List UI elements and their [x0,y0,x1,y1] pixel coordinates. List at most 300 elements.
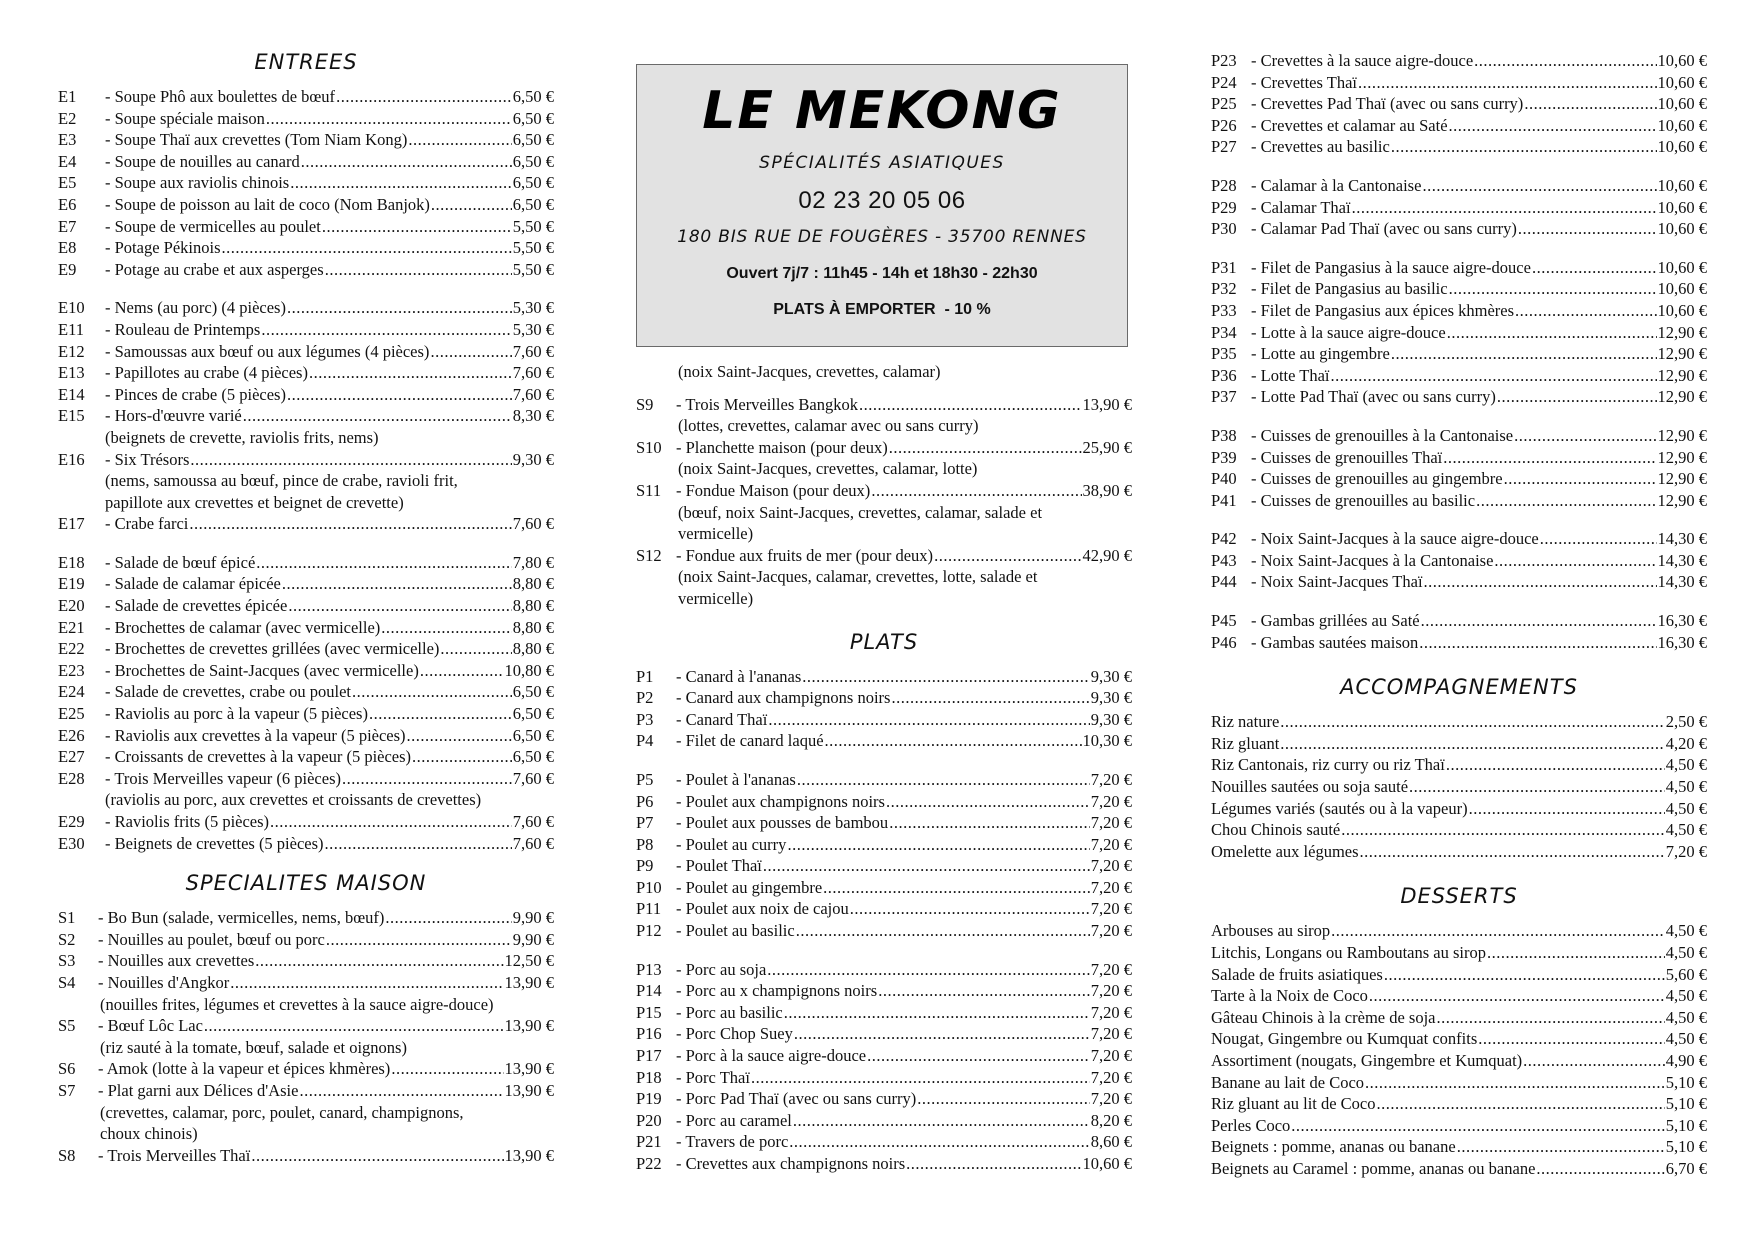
menu-item-row [58,573,554,595]
menu-item-price: 7,20 € [1090,877,1132,897]
menu-item-name: Beignets : pomme, ananas ou banane [1211,1137,1456,1157]
specialites-continued-list [636,361,1132,610]
menu-group [1211,425,1707,511]
menu-group [636,959,1132,1175]
menu-item-code: P5 [636,769,654,789]
menu-item-row [636,980,1132,1002]
menu-item-price: 10,60 € [1657,197,1707,217]
dot-leader [906,1153,1081,1175]
menu-item [636,730,1132,752]
menu-item-name: - Noix Saint-Jacques Thaï [1251,572,1423,592]
dot-leader [763,855,1090,877]
menu-item [1211,343,1707,365]
dot-leader [1424,571,1657,593]
menu-item-name: - Salade de crevettes, crabe ou poulet [105,682,352,702]
dot-leader [859,394,1082,416]
menu-item [1211,468,1707,490]
menu-item-price: 7,20 € [1090,959,1132,979]
dot-leader [381,617,511,639]
menu-item-code: E19 [58,574,85,594]
menu-item-row [58,513,554,535]
menu-item-row [636,1153,1132,1175]
menu-item-name: Tarte à la Noix de Coco [1211,986,1368,1006]
menu-item-row [636,1045,1132,1067]
menu-item [58,384,554,406]
menu-item [58,362,554,384]
menu-item-row [58,638,554,660]
menu-item-code: S12 [636,545,662,565]
menu-item-name: - Hors-d'œuvre varié [105,406,242,426]
menu-item-row [1211,1136,1707,1158]
menu-group [58,552,554,854]
menu-item-price: 7,20 € [1090,1024,1132,1044]
menu-item-code: E16 [58,449,85,469]
dot-leader [1469,798,1665,820]
menu-item-price: 4,50 € [1665,986,1707,1006]
dot-leader [1331,365,1657,387]
menu-item-row [58,194,554,216]
menu-item-name: - Noix Saint-Jacques à la sauce aigre-douce [1251,529,1539,549]
menu-item-name: - Brochettes de Saint-Jacques (avec vermicelle) [105,660,419,680]
dot-leader [1391,343,1657,365]
dot-leader [408,129,511,151]
dot-leader [1523,1050,1665,1072]
menu-item-name: Beignets au Caramel : pomme, ananas ou banane [1211,1158,1536,1178]
menu-item-price: 10,60 € [1657,72,1707,92]
menu-item [1211,1136,1707,1158]
menu-item-name: - Porc Thaï [676,1067,750,1087]
menu-item [1211,798,1707,820]
desserts-list [1211,920,1707,1179]
menu-item [58,172,554,194]
menu-item [58,552,554,574]
menu-item-name: - Raviolis au porc à la vapeur (5 pièces) [105,704,368,724]
menu-item-name: Gâteau Chinois à la crème de soja [1211,1007,1436,1027]
menu-item-description: (raviolis au porc, aux crevettes et croissants de crevettes) [105,790,482,810]
dot-leader [299,1080,503,1102]
dot-leader [261,319,511,341]
menu-item [1211,1007,1707,1029]
menu-item-code: P38 [1211,425,1237,445]
menu-item-name: - Poulet au basilic [676,921,795,941]
opening-hours: Ouvert 7j/7 : 11h45 - 14h et 18h30 - 22h30 [726,265,1038,282]
menu-item-price: 9,90 € [512,908,554,928]
menu-item-name: - Canard à l'ananas [676,666,802,686]
menu-item-row [58,950,554,972]
menu-item-description: (lottes, crevettes, calamar avec ou sans curry) [678,416,979,436]
menu-item-row [1211,754,1707,776]
menu-item-row [1211,733,1707,755]
menu-item-row [58,660,554,682]
menu-item-name: - Potage au crabe et aux asperges [105,259,324,279]
dot-leader [1447,322,1657,344]
menu-item-row [1211,528,1707,550]
menu-item-price: 6,50 € [512,130,554,150]
menu-item [636,920,1132,942]
menu-item [1211,985,1707,1007]
menu-item-name: - Porc Pad Thaï (avec ou sans curry) [676,1089,917,1109]
takeaway-discount: PLATS À EMPORTER - 10 % [773,301,991,318]
menu-item-row [1211,93,1707,115]
menu-item [636,666,1132,688]
menu-item-name: - Fondue aux fruits de mer (pour deux) [676,545,934,565]
menu-item-code: P12 [636,921,662,941]
dot-leader [1422,175,1656,197]
menu-item-name: - Filet de Pangasius à la sauce aigre-douce [1251,257,1531,277]
menu-item-price: 6,50 € [512,194,554,214]
menu-item [1211,72,1707,94]
menu-item-price: 10,60 € [1657,300,1707,320]
dot-leader [430,341,511,363]
menu-item [58,768,554,811]
menu-item-name: Riz gluant au lit de Coco [1211,1094,1376,1114]
dot-leader [794,1023,1090,1045]
menu-item-row [1211,550,1707,572]
menu-item-code: E30 [58,833,85,853]
menu-item-code: P33 [1211,300,1237,320]
menu-item-row [58,595,554,617]
menu-item-code: P29 [1211,197,1237,217]
menu-item-price: 10,60 € [1657,257,1707,277]
menu-item-code: P40 [1211,469,1237,489]
dot-leader [787,834,1089,856]
dot-leader [1504,468,1657,490]
left-column [58,50,554,1166]
menu-item [58,405,554,448]
menu-item [58,972,554,1015]
menu-item-row [58,972,554,994]
menu-item-name: - Lotte Pad Thaï (avec ou sans curry) [1251,387,1496,407]
dot-leader [301,151,512,173]
menu-item-name: - Soupe de poisson au lait de coco (Nom Banjok) [105,194,430,214]
menu-item-row [58,725,554,747]
dot-leader [420,660,504,682]
menu-item-name: - Soupe spéciale maison [105,108,265,128]
menu-item-code: P14 [636,981,662,1001]
menu-item-name: - Bœuf Lôc Lac [98,1016,203,1036]
menu-item-row [636,687,1132,709]
menu-item-price: 7,20 € [1090,1002,1132,1022]
menu-item [1211,632,1707,654]
menu-item-code: P39 [1211,447,1237,467]
dot-leader [1457,1136,1665,1158]
menu-item-code: P1 [636,666,654,686]
menu-item-description: (bœuf, noix Saint-Jacques, crevettes, calamar, salade et vermicelle) [678,502,1043,544]
menu-item-name: - Gambas sautées maison [1251,632,1419,652]
menu-item [58,929,554,951]
menu-item [636,834,1132,856]
menu-item [1211,175,1707,197]
menu-item-name: - Crevettes et calamar au Saté [1251,115,1448,135]
menu-item [58,833,554,855]
menu-item-price: 8,80 € [512,596,554,616]
menu-item-price: 6,50 € [512,704,554,724]
menu-item [1211,942,1707,964]
menu-item-name: - Poulet aux champignons noirs [676,791,885,811]
menu-item [58,638,554,660]
dot-leader [889,437,1082,459]
menu-item-name: - Salade de crevettes épicée [105,596,288,616]
menu-item-row [1211,1007,1707,1029]
dot-leader [270,811,512,833]
dot-leader [891,687,1089,709]
menu-item-name: - Crevettes Thaï [1251,72,1357,92]
dot-leader [290,172,512,194]
menu-item-code: P4 [636,731,654,751]
menu-item [58,297,554,319]
menu-item-name: - Noix Saint-Jacques à la Cantonaise [1251,550,1494,570]
menu-item-code: P23 [1211,51,1237,70]
dot-leader [1443,447,1656,469]
dot-leader [1449,115,1657,137]
menu-item [58,746,554,768]
menu-item [636,1002,1132,1024]
section-title-plats: PLATS [849,629,919,654]
menu-item-price: 4,50 € [1665,820,1707,840]
menu-item [1211,300,1707,322]
menu-item-price: 7,60 € [512,833,554,853]
dot-leader [768,709,1089,731]
menu-item [58,907,554,929]
dot-leader [889,812,1090,834]
menu-item-description: (nems, samoussa au bœuf, pince de crabe, ravioli frit, papillote aux crevettes et beignet de crevette) [105,471,458,512]
menu-item-price: 8,60 € [1090,1132,1132,1152]
menu-item-price: 5,60 € [1665,964,1707,984]
menu-item-code: E15 [58,406,85,426]
menu-item-price: 7,60 € [512,341,554,361]
dot-leader [823,877,1090,899]
menu-item-code: P26 [1211,115,1237,135]
menu-item [58,449,554,514]
dot-leader [1514,425,1656,447]
menu-item-row [1211,632,1707,654]
menu-item [1211,1115,1707,1137]
middle-column [636,361,1132,1192]
menu-item-code: P43 [1211,550,1237,570]
dot-leader [1377,1093,1665,1115]
menu-item [636,980,1132,1002]
dot-leader [352,681,512,703]
menu-item-name: - Calamar à la Cantonaise [1251,175,1422,195]
menu-item [58,1015,554,1058]
menu-item-code: P22 [636,1154,662,1173]
menu-item-row [636,898,1132,920]
menu-item-row [1211,776,1707,798]
dot-leader [204,1015,504,1037]
menu-item-description: (noix Saint-Jacques, calamar, crevettes, lotte, salade et vermicelle) [678,567,1038,608]
menu-item [1211,920,1707,942]
menu-item-row [636,666,1132,688]
menu-item [58,1145,554,1167]
menu-group [636,666,1132,752]
dot-leader [825,730,1082,752]
dot-leader [1291,1115,1664,1137]
dot-leader [1360,841,1665,863]
menu-item-price: 2,50 € [1665,712,1707,732]
menu-item-price: 7,20 € [1090,921,1132,941]
menu-item-name: - Nouilles au poulet, bœuf ou porc [98,929,325,949]
menu-item-row [636,959,1132,981]
menu-item-code: S2 [58,929,76,949]
menu-item-price: 10,60 € [1657,51,1707,70]
menu-item-code: E17 [58,514,85,534]
menu-item [636,1088,1132,1110]
menu-item-row [1211,300,1707,322]
dot-leader [1449,278,1657,300]
menu-item-price: 16,30 € [1657,632,1707,652]
dot-leader [326,929,512,951]
menu-item-price: 13,90 € [504,1016,554,1036]
menu-group [1211,50,1707,158]
menu-item [58,86,554,108]
menu-item-code: P34 [1211,322,1237,342]
menu-item-name: - Poulet aux pousses de bambou [676,813,889,833]
menu-item-code: P24 [1211,72,1237,92]
dot-leader [342,768,512,790]
menu-item-price: 4,90 € [1665,1050,1707,1070]
menu-item-row [58,929,554,951]
dot-leader [1331,920,1665,942]
menu-item [58,573,554,595]
menu-item-code: P30 [1211,219,1237,239]
menu-item-name: - Fondue Maison (pour deux) [676,480,871,500]
menu-item-price: 7,20 € [1090,1089,1132,1109]
menu-item [58,811,554,833]
menu-item-price: 7,80 € [512,552,554,572]
menu-item-name: - Trois Merveilles Bangkok [676,394,858,414]
menu-item-name: Banane au lait de Coco [1211,1072,1365,1092]
menu-item [1211,218,1707,240]
menu-item [58,681,554,703]
menu-item [58,108,554,130]
menu-item-name: - Porc à la sauce aigre-douce [676,1046,867,1066]
menu-item-price: 6,50 € [512,87,554,106]
menu-item-code: E1 [58,87,77,106]
menu-item-price: 5,10 € [1665,1137,1707,1157]
menu-item [1211,819,1707,841]
dot-leader [255,950,503,972]
menu-item-row [636,1067,1132,1089]
menu-item-name: Riz nature [1211,712,1280,732]
menu-item-price: 9,90 € [512,929,554,949]
menu-item-price: 12,90 € [1657,344,1707,364]
menu-item-code: S5 [58,1016,76,1036]
plats-list-right [1211,50,1707,653]
menu-item-row [1211,136,1707,158]
menu-item-row [636,791,1132,813]
dot-leader [1518,218,1657,240]
menu-item-name: - Bo Bun (salade, vermicelles, nems, bœuf) [98,908,385,928]
menu-item [636,812,1132,834]
menu-item-row [58,746,554,768]
menu-item-code: E27 [58,747,85,767]
menu-item [1211,1072,1707,1094]
menu-item-price: 7,20 € [1090,981,1132,1001]
menu-item-code: P46 [1211,632,1237,652]
menu-item-row [58,617,554,639]
menu-item-name: - Filet de Pangasius au basilic [1251,279,1448,299]
menu-item-row [58,405,554,427]
menu-item [58,259,554,281]
menu-item-code: P31 [1211,257,1237,277]
menu-item-row [1211,964,1707,986]
menu-item-code: E12 [58,341,85,361]
menu-item-code: P37 [1211,387,1237,407]
menu-item [636,1023,1132,1045]
dot-leader [797,769,1090,791]
menu-item [636,709,1132,731]
menu-group [1211,528,1707,593]
menu-item [636,480,1132,545]
menu-item-name: - Six Trésors [105,449,190,469]
menu-item-name: - Travers de porc [676,1132,789,1152]
menu-item-price: 10,60 € [1657,175,1707,195]
menu-item-row [58,1015,554,1037]
menu-item-row [1211,1028,1707,1050]
menu-item-price: 7,20 € [1090,899,1132,919]
menu-item-price: 7,60 € [512,363,554,383]
menu-item-code: P9 [636,856,654,876]
menu-item-name: - Lotte à la sauce aigre-douce [1251,322,1446,342]
menu-item-name: - Poulet au curry [676,834,787,854]
dot-leader [850,898,1090,920]
accompagnements-list [1211,711,1707,862]
restaurant-phone: 02 23 20 05 06 [798,187,966,214]
dot-leader [1421,610,1657,632]
menu-item-description: (noix Saint-Jacques, crevettes, calamar, lotte) [678,459,978,479]
menu-item-code: P10 [636,877,662,897]
menu-item-price: 5,50 € [512,238,554,258]
menu-item-row [58,1058,554,1080]
menu-item-code: S6 [58,1059,76,1079]
menu-item-row [58,319,554,341]
menu-item [1211,365,1707,387]
menu-item-code: P2 [636,688,654,708]
menu-item-price: 13,90 € [504,1059,554,1079]
menu-item [1211,93,1707,115]
menu-item [1211,1158,1707,1180]
menu-item-price: 12,90 € [1657,387,1707,407]
menu-item-price: 8,30 € [512,406,554,426]
menu-item-price: 4,50 € [1665,943,1707,962]
menu-item-code: E8 [58,238,77,258]
plats-list-middle [636,666,1132,1175]
menu-item-price: 7,60 € [512,384,554,404]
menu-item-name: - Samoussas aux bœuf ou aux légumes (4 pièces) [105,341,430,361]
dot-leader [190,449,511,471]
menu-item-price: 8,20 € [1090,1110,1132,1130]
menu-item-row [636,855,1132,877]
dot-leader [230,972,503,994]
menu-item-price: 12,90 € [1657,322,1707,342]
menu-item-price: 4,50 € [1665,1007,1707,1027]
menu-item-row [58,907,554,929]
menu-item-row [58,297,554,319]
menu-item-name: - Porc au basilic [676,1002,783,1022]
menu-item-row [1211,365,1707,387]
menu-item-name: Nouilles sautées ou soja sauté [1211,777,1409,797]
menu-item [58,617,554,639]
menu-item-row [1211,278,1707,300]
menu-item-row [58,341,554,363]
menu-item-name: - Planchette maison (pour deux) [676,437,888,457]
menu-item-price: 13,90 € [504,1145,554,1165]
menu-item-row [58,811,554,833]
dot-leader [336,86,512,108]
menu-item-row [1211,425,1707,447]
menu-item-code: E13 [58,363,85,383]
menu-item-row [1211,798,1707,820]
